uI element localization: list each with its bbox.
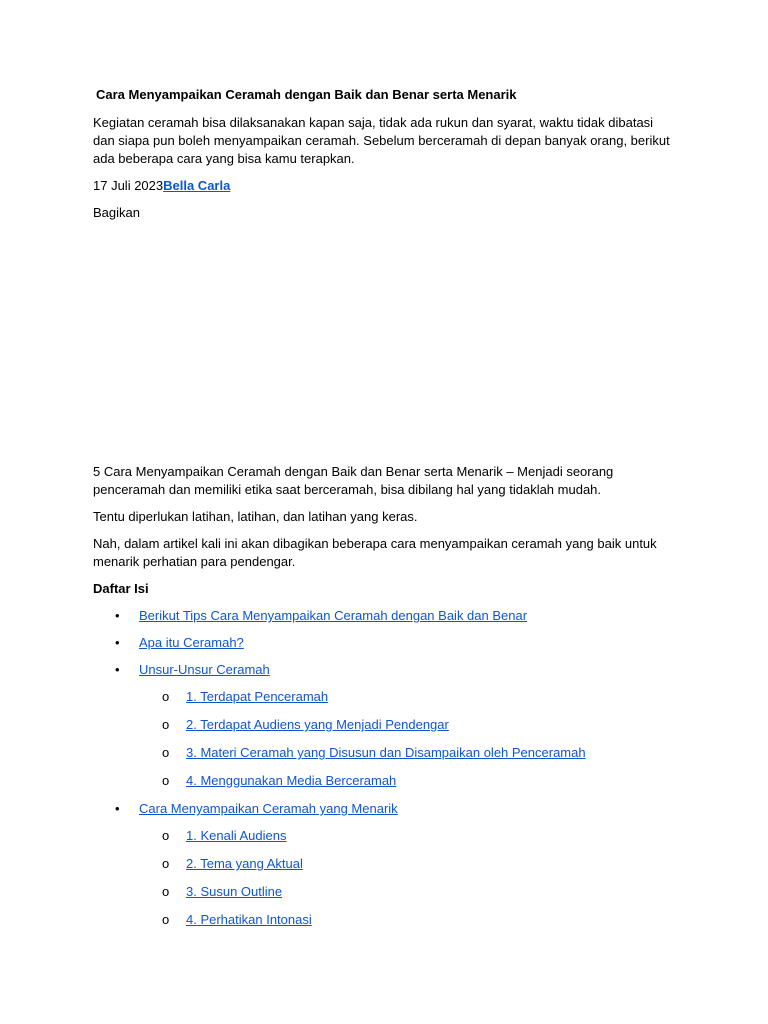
circle-bullet-icon: o (162, 856, 170, 871)
body-paragraph: Nah, dalam artikel kali ini akan dibagikan beberapa cara menyampaikan ceramah yang baik untuk menarik perhatian para pendengar. (93, 536, 657, 569)
article-lead: Kegiatan ceramah bisa dilaksanakan kapan saja, tidak ada rukun dan syarat, waktu tidak dibatasi dan siapa pun boleh menyampaikan ceramah. Sebelum berceramah di depan banyak orang, berikut ada beberapa cara yang bisa kamu terapkan. (93, 115, 670, 166)
bullet-icon: • (115, 608, 120, 623)
bullet-icon: • (115, 662, 120, 677)
circle-bullet-icon: o (162, 689, 170, 704)
toc-subitem (93, 883, 678, 901)
toc-subitem (93, 716, 678, 734)
toc-link[interactable]: 3. Materi Ceramah yang Disusun dan Disampaikan oleh Penceramah (186, 745, 586, 760)
toc-link[interactable]: Berikut Tips Cara Menyampaikan Ceramah dengan Baik dan Benar (139, 608, 528, 623)
intro-paragraph: 5 Cara Menyampaikan Ceramah dengan Baik dan Benar serta Menarik – Menjadi seorang penceramah dan memiliki etika saat berceramah, bisa dibilang hal yang tidaklah mudah. (93, 464, 614, 497)
body-paragraph: Tentu diperlukan latihan, latihan, dan latihan yang keras. (93, 509, 418, 524)
toc-link[interactable]: 3. Susun Outline (186, 884, 283, 899)
toc-link[interactable]: 1. Kenali Audiens (186, 828, 287, 843)
toc-subitem (93, 688, 678, 706)
circle-bullet-icon: o (162, 717, 170, 732)
publish-date: 17 Juli 2023 (93, 178, 164, 193)
circle-bullet-icon: o (162, 773, 170, 788)
table-of-contents (93, 607, 678, 929)
toc-subitem (93, 744, 678, 762)
article-title: Cara Menyampaikan Ceramah dengan Baik dan Benar serta Menarik (96, 87, 517, 102)
bullet-icon: • (115, 635, 120, 650)
circle-bullet-icon: o (162, 828, 170, 843)
toc-link[interactable]: 1. Terdapat Penceramah (186, 689, 329, 704)
blank-area (93, 231, 678, 463)
toc-item (93, 634, 678, 652)
circle-bullet-icon: o (162, 745, 170, 760)
circle-bullet-icon: o (162, 912, 170, 927)
toc-link[interactable]: 2. Terdapat Audiens yang Menjadi Pendengar (186, 717, 449, 732)
toc-item (93, 661, 678, 679)
toc-item (93, 607, 678, 625)
toc-item (93, 800, 678, 818)
toc-subitem (93, 827, 678, 845)
bullet-icon: • (115, 801, 120, 816)
toc-link[interactable]: Unsur-Unsur Ceramah (139, 662, 270, 677)
document-page (93, 86, 678, 939)
share-label: Bagikan (93, 205, 140, 220)
toc-title: Daftar Isi (93, 581, 149, 596)
toc-link[interactable]: 4. Perhatikan Intonasi (186, 912, 312, 927)
toc-link[interactable]: Cara Menyampaikan Ceramah yang Menarik (139, 801, 398, 816)
circle-bullet-icon: o (162, 884, 170, 899)
toc-subitem (93, 772, 678, 790)
author-link[interactable]: Bella Carla (163, 178, 231, 193)
byline (93, 177, 678, 195)
toc-subitem (93, 855, 678, 873)
toc-link[interactable]: Apa itu Ceramah? (139, 635, 244, 650)
toc-link[interactable]: 2. Tema yang Aktual (186, 856, 303, 871)
toc-link[interactable]: 4. Menggunakan Media Berceramah (186, 773, 397, 788)
toc-subitem (93, 911, 678, 929)
